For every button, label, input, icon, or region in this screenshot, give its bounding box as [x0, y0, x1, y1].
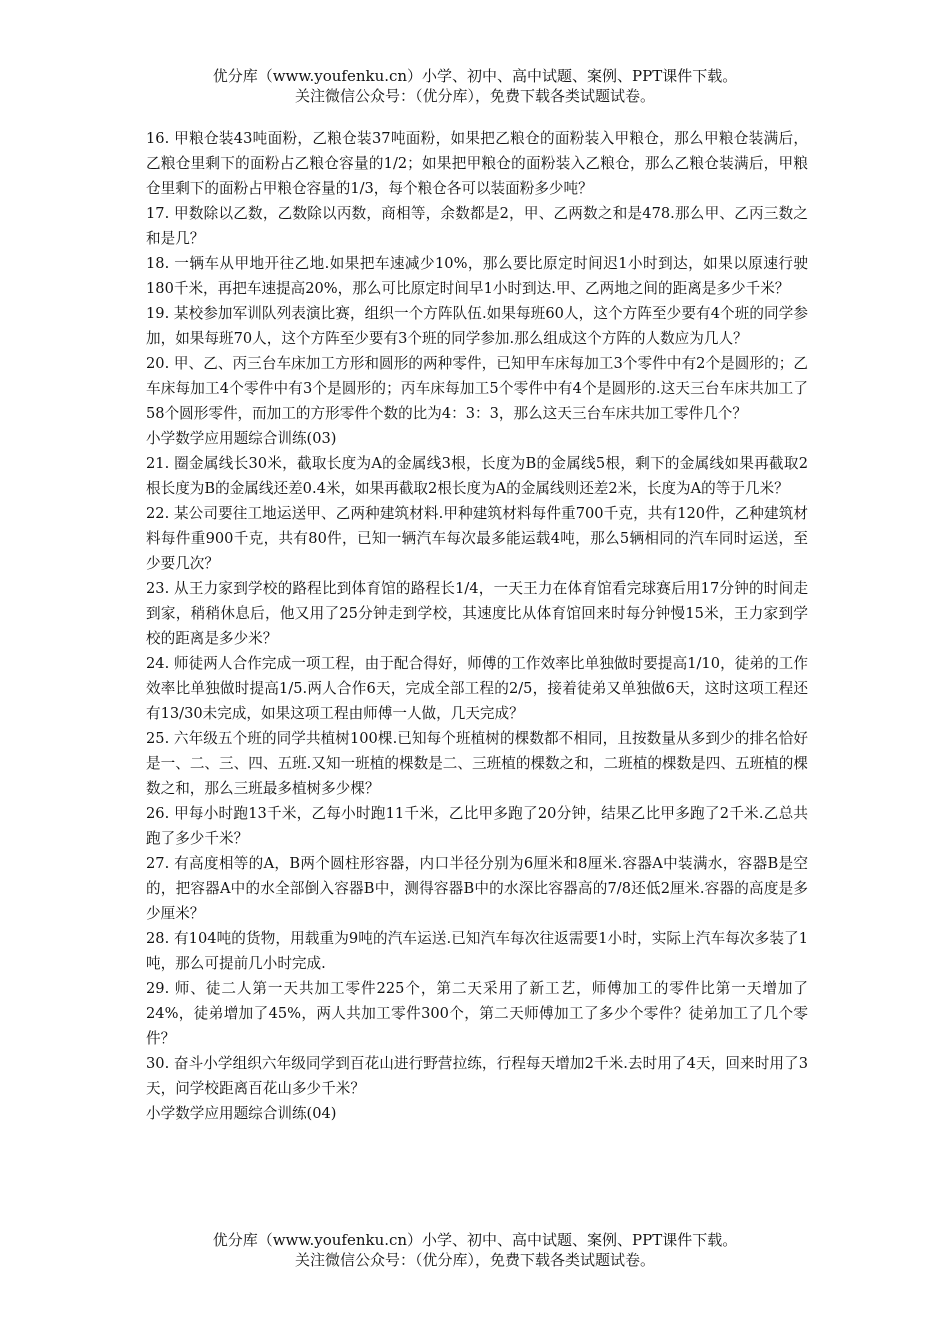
document-body — [146, 126, 808, 1126]
question-22: 22. 某公司要往工地运送甲、乙两种建筑材料.甲种建筑材料每件重700千克，共有120件，乙种建筑材料每件重900千克，共有80件，已知一辆汽车每次最多能运载4吨，那么5辆相同的汽车同时运送，至少要几次？ — [146, 505, 808, 572]
page-footer — [0, 1230, 950, 1270]
header-line-2: 关注微信公众号：（优分库），免费下载各类试题试卷。 — [294, 87, 655, 105]
question-18: 18. 一辆车从甲地开往乙地.如果把车速减少10%，那么要比原定时间迟1小时到达，如果以原速行驶180千米，再把车速提高20%，那么可比原定时间早1小时到达.甲、乙两地之间的距离是多少千米？ — [146, 255, 808, 297]
question-20: 20. 甲、乙、丙三台车床加工方形和圆形的两种零件，已知甲车床每加工3个零件中有2个是圆形的；乙车床每加工4个零件中有3个是圆形的；丙车床每加工5个零件中有4个是圆形的.这天三台车床共加工了58个圆形零件，而加工的方形零件个数的比为4：3：3，那么这天三台车床共加工零件几个？ — [146, 355, 808, 422]
header-line-1: 优分库（www.youfenku.cn）小学、初中、高中试题、案例、PPT课件下载。 — [212, 67, 738, 85]
question-16: 16. 甲粮仓装43吨面粉，乙粮仓装37吨面粉，如果把乙粮仓的面粉装入甲粮仓，那么甲粮仓装满后，乙粮仓里剩下的面粉占乙粮仓容量的1/2；如果把甲粮仓的面粉装入乙粮仓，那么乙粮仓装满后，甲粮仓里剩下的面粉占甲粮仓容量的1/3，每个粮仓各可以装面粉多少吨？ — [146, 130, 808, 197]
question-26: 26. 甲每小时跑13千米，乙每小时跑11千米，乙比甲多跑了20分钟，结果乙比甲多跑了2千米.乙总共跑了多少千米？ — [146, 805, 808, 847]
question-19: 19. 某校参加军训队列表演比赛，组织一个方阵队伍.如果每班60人，这个方阵至少要有4个班的同学参加，如果每班70人，这个方阵至少要有3个班的同学参加.那么组成这个方阵的人数应为几人？ — [146, 305, 808, 347]
question-24: 24. 师徒两人合作完成一项工程，由于配合得好，师傅的工作效率比单独做时要提高1/10，徒弟的工作效率比单独做时提高1/5.两人合作6天，完成全部工程的2/5，接着徒弟又单独做6天，这时这项工程还有13/30未完成，如果这项工程由师傅一人做，几天完成？ — [146, 655, 808, 722]
question-21: 21. 圈金属线长30米，截取长度为A的金属线3根，长度为B的金属线5根，剩下的金属线如果再截取2根长度为B的金属线还差0.4米，如果再截取2根长度为A的金属线则还差2米，长度为A的等于几米？ — [146, 455, 808, 497]
section-heading-03: 小学数学应用题综合训练(03) — [146, 430, 337, 447]
section-heading-04: 小学数学应用题综合训练(04) — [146, 1105, 337, 1122]
question-25: 25. 六年级五个班的同学共植树100棵.已知每个班植树的棵数都不相同，且按数量从多到少的排名恰好是一、二、三、四、五班.又知一班植的棵数是二、三班植的棵数之和，二班植的棵数是四、五班植的棵数之和，那么三班最多植树多少棵？ — [146, 730, 808, 797]
page-header — [0, 66, 950, 106]
question-29: 29. 师、徒二人第一天共加工零件225个，第二天采用了新工艺，师傅加工的零件比第一天增加了24%，徒弟增加了45%，两人共加工零件300个，第二天师傅加工了多少个零件？徒弟加工了几个零件？ — [146, 980, 808, 1047]
question-23: 23. 从王力家到学校的路程比到体育馆的路程长1/4，一天王力在体育馆看完球赛后用17分钟的时间走到家，稍稍休息后，他又用了25分钟走到学校，其速度比从体育馆回来时每分钟慢15米，王力家到学校的距离是多少米？ — [146, 580, 808, 647]
question-17: 17. 甲数除以乙数，乙数除以丙数，商相等，余数都是2，甲、乙两数之和是478.那么甲、乙丙三数之和是几？ — [146, 205, 808, 247]
footer-line-1: 优分库（www.youfenku.cn）小学、初中、高中试题、案例、PPT课件下载。 — [212, 1231, 738, 1249]
question-30: 30. 奋斗小学组织六年级同学到百花山进行野营拉练，行程每天增加2千米.去时用了4天，回来时用了3天，问学校距离百花山多少千米？ — [146, 1055, 808, 1097]
question-27: 27. 有高度相等的A，B两个圆柱形容器，内口半径分别为6厘米和8厘米.容器A中装满水，容器B是空的，把容器A中的水全部倒入容器B中，测得容器B中的水深比容器高的7/8还低2厘米.容器的高度是多少厘米？ — [146, 855, 808, 922]
question-28: 28. 有104吨的货物，用载重为9吨的汽车运送.已知汽车每次往返需要1小时，实际上汽车每次多装了1吨，那么可提前几小时完成. — [146, 930, 808, 972]
footer-line-2: 关注微信公众号：（优分库），免费下载各类试题试卷。 — [294, 1251, 655, 1269]
